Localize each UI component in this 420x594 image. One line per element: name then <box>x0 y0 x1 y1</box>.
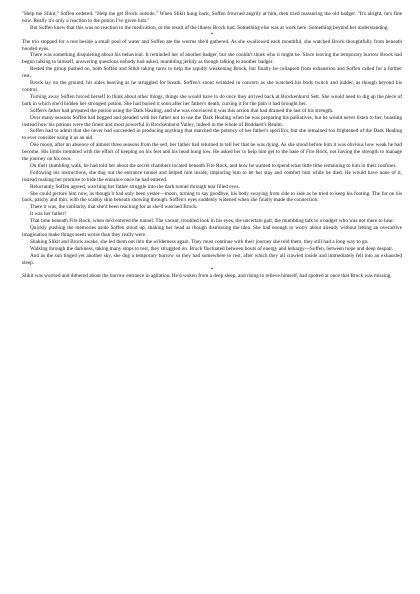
body-paragraph: On their stumbling walk, he had told her about the secret chambers located beneath Fire Rock, and how he wanted to spend what little time remaining to him in their confines. <box>30 162 397 169</box>
body-paragraph: The trio stopped for a rest beside a small pool of water and Soffen ate the worms she'd gathered. As she swallowed each mouthful, she watched Brock thoughtfully from beneath hooded eyes. <box>22 38 402 52</box>
body-paragraph: Over many seasons Soffen had begged and pleaded with her father not to use the Dark Healing when he was preparing his palliatives, but he would never listen to her, boasting instead how his potions were the finest and most powerful in Brockenhurst Valley, indeed in the whole of Boddaert's Realm. <box>22 114 402 128</box>
body-paragraph: Walking through the darkness, taking many stops to rest, they struggled on. Brock fluctuated between bouts of energy and lethargy—Soffen, between hope and deep despair. <box>30 245 394 252</box>
body-paragraph: But Soffen knew that this was no reaction to the medication, or the result of the illness Brock had. Something else was at work here. Something beyond her understanding. <box>30 24 389 31</box>
body-paragraph: "Help me Slikit," Soffen ordered. "Help me get Brock outside." When Slikit hung back, Soffen frowned angrily at him, then tried reassuring the old badger. "It's alright, he's fine now. Really it's only a reaction to the potion I've given him." <box>22 11 402 24</box>
body-paragraph: That time beneath Fire Rock, when he'd entered the tunnel. The vacant, troubled look in his eyes, the uncertain gait, the mumbling talk to a badger who was not there to hear. <box>30 218 395 225</box>
body-paragraph: Rested the group pushed on, both Soffen and Slikit taking turns to help the rapidly weakening Brock, but finally he collapsed from exhaustion and Soffen called for a further rest. <box>22 66 402 80</box>
body-paragraph: Turning away Soffen forced herself to think about other things, things she would have to do once they arrived back at Brockenhurst Sett. She would need to dig up the piece of bark in which she'd hidden her strongest potion. She had buried it soon after her father's death, cursing it for the pain it had brought her. <box>22 93 402 107</box>
body-paragraph: Soffen's father had prepared the potion using the Dark Healing, and she was convinced it was this action that had drained the last of his strength. <box>30 107 334 114</box>
body-paragraph: She could picture him now, as though it had only been yester—moon, turning to say goodbye, his body swaying from side to side as he tried to keep his footing. The fur on his back, patchy and thin, with the scabby skin beneath showing through. Soffen's eyes suddenly widened when she finally made the connection. <box>22 190 402 204</box>
body-paragraph: Brock lay on the ground, his sides heaving as he struggled for breath. Soffen's snout wrinkled in concern as she watched his body twitch and judder, as though beyond his control. <box>22 80 402 93</box>
body-paragraph: Slikit was worried and dithered about the burrow entrance in agitation. He'd woken from a deep sleep, and rising to relieve himself, had spotted at once that Brock was missing. <box>22 273 392 280</box>
body-paragraph: Reluctantly Soffen agreed, watching her father struggle into the dark tunnel through tear filled eyes. <box>30 183 240 190</box>
body-paragraph: It was her father! <box>30 211 67 218</box>
body-paragraph: One moon, after an absence of almost three seasons from the sett, her father had returned to tell her that he was dying. As she stood before him it was obvious how weak he had become. His limbs trembled with the effort of keeping on his feet and his head hung low. He asked her to help him get to the base of Fire Rock, not having the strength to manage the journey on his own. <box>22 142 402 163</box>
body-paragraph: Soffen had to admit that she never had succeeded in producing anything that matched the potency of her father's specifics, but she remained too frightened of the Dark Healing to ever consider using it as an aid. <box>22 128 402 142</box>
body-paragraph: Shaking Slikit and Brock awake, she led them out into the wilderness again. They must continue with their journey she told them, they still had a long way to go. <box>30 238 369 245</box>
section-separator: * <box>210 266 214 273</box>
body-paragraph: There it was, the similarity that she'd been reaching for as she'd watched Brock. <box>30 204 198 211</box>
body-paragraph: Quickly pushing the memories aside Soffen stood up, shaking her head as though dismissing the idea. She had enough to worry about already without letting an overactive imagination make things seem worse than they really were. <box>22 225 402 238</box>
section-separator: * <box>210 31 214 38</box>
body-paragraph: And as the sun tinged yet another sky, she dug a temporary burrow so they had somewhere to rest, after which they all crawled inside and immediately fell into an exhausted sleep. <box>22 252 402 266</box>
body-paragraph: Following his instructions, she dug out the entrance tunnel and helped him inside, imploring him to let her stay and comfort him while he died. He would have none of it, instead making her promise to hide the entrance once he had entered. <box>22 169 402 183</box>
body-paragraph: There was something disquieting about his behaviour. It reminded her of another badger, but she couldn't think who it might be. Since leaving the temporary burrow Brock had begun talking to himself, answering questions nobody had asked, mumbling jerkily as though talking to another badger. <box>22 52 402 66</box>
